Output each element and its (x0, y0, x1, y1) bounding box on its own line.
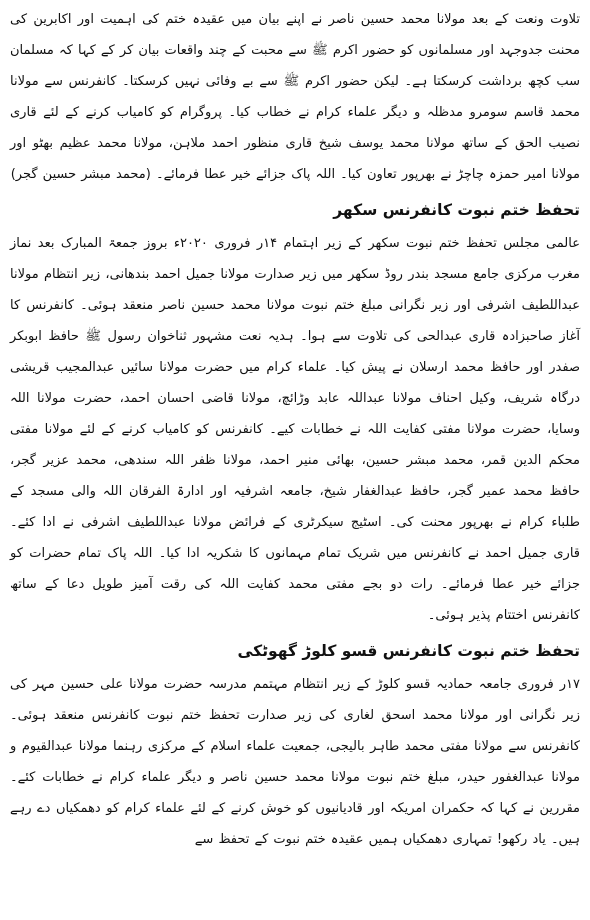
article-2-heading: تحفظ ختم نبوت کانفرنس سکھر (333, 201, 580, 219)
article-3-heading: تحفظ ختم نبوت کانفرنس قسو کلوڑ گھوٹکی (237, 642, 580, 660)
article-1-body: تلاوت ونعت کے بعد مولانا محمد حسین ناصر نے اپنے بیان میں عقیدہ ختم کی اہمیت اور اکابرین کی محنت جدوجہد اور مسلمانوں کو حضور اکرم ﷺ سے محبت کے چند واقعات بیان کر کے کہا کہ مسلمان سب کچھ برداشت کرسکتا ہے۔ لیکن حضور اکرم ﷺ سے بے وفائی نہیں کرسکتا۔ کانفرنس سے مولانا محمد قاسم سومرو مدظلہ و دیگر علماء کرام نے خطاب کیا۔ پروگرام کو کامیاب کرنے کے لئے قاری نصیب الحق کے ساتھ مولانا محمد یوسف شیخ قاری منظور احمد ملاہن، مولانا محمد عظیم بھٹو اور مولانا امیر حمزہ چاچڑ نے بھرپور تعاون کیا۔ اللہ پاک جزائے خیر عطا فرمائے۔ (محمد مبشر حسین گجر) (10, 12, 580, 182)
article-3-body: ۱۷ر فروری جامعہ حمادیہ قسو کلوڑ کے زیر انتظام مہتمم مدرسہ حضرت مولانا علی حسین مہر کی زیر نگرانی اور مولانا محمد اسحق لغاری کی زیر صدارت تحفظ ختم نبوت کانفرنس منعقد ہوئی۔ کانفرنس سے مولانا مفتی محمد طاہر بالیجی، جمعیت علماء اسلام کے مرکزی رہنما مولانا عبدالقیوم و مولانا عبدالغفور حیدر، مبلغ ختم نبوت مولانا محمد حسین ناصر و دیگر علماء کرام نے خطابات کئے۔ مقررین نے کہا کہ حکمران امریکہ اور قادیانیوں کو خوش کرنے کے لئے علماء کرام کو دھمکیاں دے رہے ہیں۔ یاد رکھو! تمہاری دھمکیاں ہمیں عقیدہ ختم نبوت کے تحفظ سے (10, 677, 580, 847)
article-2-body: عالمی مجلس تحفظ ختم نبوت سکھر کے زیر اہتمام ۱۴ر فروری ۲۰۲۰ء بروز جمعۃ المبارک بعد نماز مغرب مرکزی جامع مسجد بندر روڈ سکھر میں زیر صدارت مولانا جمیل احمد بندھانی، زیر انتظام مولانا عبداللطیف اشرفی اور زیر نگرانی مبلغ ختم نبوت مولانا محمد حسین ناصر منعقد ہوئی۔ کانفرنس کا آغاز صاحبزادہ قاری عبدالحی کی تلاوت سے ہوا۔ ہدیہ نعت مشہور ثناخوان رسول ﷺ حافظ ابوبکر صفدر اور حافظ محمد ارسلان نے پیش کیا۔ علماء کرام میں حضرت مولانا سائیں عبدالمجیب قریشی درگاہ شریف، وکیل احناف مولانا عبداللہ عابد وڑائچ، مولانا قاضی احسان احمد، حضرت مولانا اللہ وسایا، حضرت مولانا مفتی کفایت اللہ نے خطابات کیے۔ کانفرنس کو کامیاب کرنے کے لئے مولانا مفتی محکم الدین قمر، محمد مبشر حسین، بھائی منیر احمد، مولانا ظفر اللہ سندھی، محمد عزیر گجر، حافظ محمد عمیر گجر، حافظ عبدالغفار شیخ، جامعہ اشرفیہ اور ادارۃ الفرقان اللہ والی مسجد کے طلباء کرام نے بھرپور محنت کی۔ اسٹیج سیکرٹری کے فرائض مولانا عبداللطیف اشرفی نے ادا کئے۔ قاری جمیل احمد نے کانفرنس میں شریک تمام مہمانوں کا شکریہ ادا کیا۔ اللہ پاک تمام حضرات کو جزائے خیر عطا فرمائے۔ رات دو بجے مفتی محمد کفایت اللہ کی رقت آمیز طویل دعا کے ساتھ کانفرنس اختتام پذیر ہوئی۔ (10, 236, 580, 623)
